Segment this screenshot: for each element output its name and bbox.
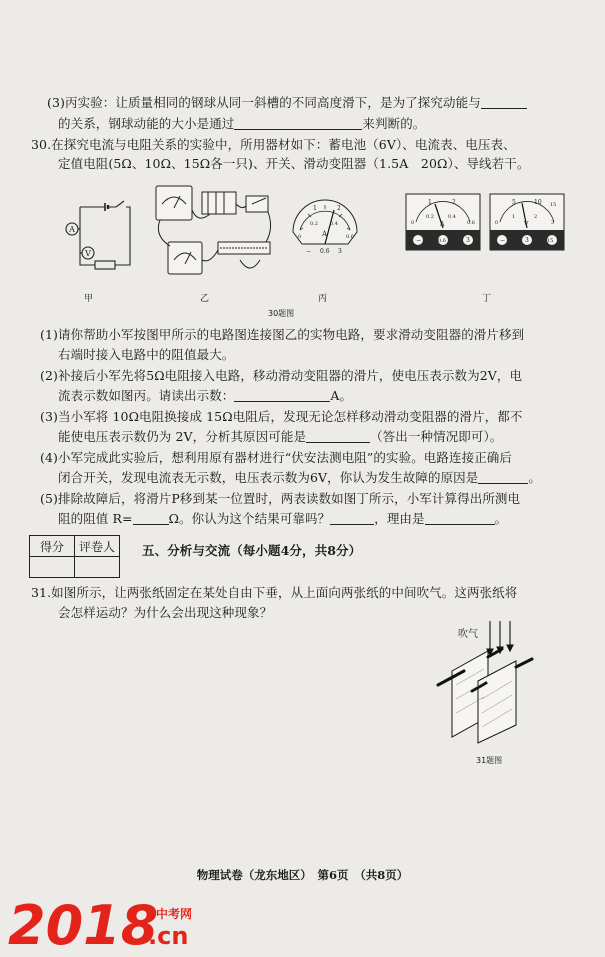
terminal-label: 0.6: [320, 248, 330, 255]
meter-tick-label: 5: [512, 199, 516, 206]
q30-3-text: 能使电压表示数仍为 2V，分析其原因可能是: [58, 429, 307, 444]
q30-1-line1: (1)请你帮助小军按图甲所示的电路图连接图乙的实物电路，要求滑动变阻器的滑片移到: [40, 327, 525, 342]
terminal-label: −: [416, 237, 422, 244]
terminal-label: 0.6: [438, 238, 446, 244]
terminal-label: 3: [338, 248, 342, 255]
meter-tick-label: 0.4: [330, 221, 338, 227]
circuit-diagram-jia: [60, 195, 140, 275]
meter-tick-label: 0.4: [448, 214, 456, 220]
figure-label-bing: 丙: [318, 294, 328, 304]
figure-label-yi: 乙: [200, 294, 210, 304]
voltmeter-symbol-label: V: [85, 249, 91, 258]
meter-tick-label: 1: [512, 214, 516, 220]
logo-tag: 中考网: [156, 907, 193, 921]
terminal-label: 3: [525, 237, 529, 244]
q30-3-line1: (3)当小军将 10Ω电阻换接成 15Ω电阻后，发现无论怎样移动滑动变阻器的滑片，都不: [40, 409, 523, 424]
meter-tick-label: 0: [411, 220, 415, 226]
ammeter-bing: [288, 192, 362, 258]
answer-blank[interactable]: [425, 512, 495, 525]
q30-4-text: 闭合开关，发现电流表无示数，电压表示数为6V，你认为发生故障的原因是: [58, 470, 479, 485]
meter-tick-label: 2: [452, 199, 456, 206]
meter-tick-label: 0.6: [346, 234, 354, 240]
q31-line1: 31.如图所示，让两张纸固定在某处自由下垂，从上面向两张纸的中间吹气。这两张纸将: [31, 585, 518, 600]
answer-blank[interactable]: [234, 117, 362, 130]
score-box: [29, 535, 120, 578]
terminal-label: −: [500, 237, 506, 244]
q30-5-line1: (5)排除故障后，将滑片P移到某一位置时，两表读数如图丁所示，小军计算得出所测电: [40, 491, 521, 506]
answer-blank[interactable]: [330, 512, 374, 525]
q30-2-line2: [58, 388, 352, 404]
q29-3-text1: (3)丙实验：让质量相同的钢球从同一斜槽的不同高度滑下，是为了探究动能与: [47, 95, 481, 110]
q30-5-text3: ，理由是: [374, 511, 425, 526]
meter-tick-label: 10: [534, 199, 542, 206]
battery-pack: [202, 192, 236, 214]
logo-domain: .cn: [148, 922, 189, 950]
answer-blank[interactable]: [133, 512, 169, 525]
page-footer: 物理试卷（龙东地区） 第6页 （共8页）: [196, 868, 409, 882]
site-logo-watermark: [8, 892, 228, 952]
q30-3-line2: [58, 429, 502, 445]
q30-4-tail: 。: [528, 470, 541, 485]
q30-5-text1: 阻的阻值 R=: [58, 511, 133, 526]
section-5-title: 五、分析与交流（每小题4分，共8分）: [142, 543, 362, 558]
meter-unit-label: V: [524, 221, 529, 228]
q30-1-line2: 右端时接入电路中的阻值最大。: [58, 347, 235, 362]
meter-tick-label: 15: [550, 202, 557, 208]
q30-2-unit: A。: [330, 388, 353, 403]
meter-unit-label: A: [322, 230, 328, 238]
q30-2-line1: (2)补接后小军先将5Ω电阻接入电路，移动滑动变阻器的滑片，使电压表示数为2V，电: [40, 368, 523, 383]
grader-cell[interactable]: [75, 557, 120, 578]
meter-tick-label: 1: [313, 205, 317, 212]
voltmeter-device: [168, 242, 202, 274]
q31-line2: 会怎样运动？为什么会出现这种现象？: [58, 605, 273, 620]
meter-tick-label: 0: [298, 234, 302, 240]
q29-3-line1: [47, 95, 527, 111]
paper-blow-figure-31: [428, 615, 548, 745]
physical-circuit-yi: [150, 180, 280, 290]
q29-3-text3: 来判断的。: [362, 116, 426, 131]
answer-blank[interactable]: [478, 471, 528, 484]
meter-tick-label: 2: [534, 214, 538, 220]
q30-5-line2: [58, 511, 507, 527]
ammeter-device: [156, 186, 192, 220]
logo-year: 2018: [8, 894, 159, 952]
q30-4-line1: (4)小军完成此实验后，想利用原有器材进行“伏安法测电阻”的实验。电路连接正确后: [40, 450, 512, 465]
ammeter-symbol-label: A: [69, 225, 75, 234]
score-cell[interactable]: [30, 557, 75, 578]
q30-3-tail: （答出一种情况即可）。: [370, 429, 503, 444]
answer-blank[interactable]: [306, 430, 370, 443]
q29-3-line2: [58, 116, 425, 132]
q29-3-text2: 的关系，钢球动能的大小是通过: [58, 116, 235, 131]
grader-label: 评卷人: [75, 536, 120, 557]
figure-label-jia: 甲: [84, 294, 94, 304]
meter-tick-label: 0: [495, 220, 499, 226]
q30-5-text2: Ω。你认为这个结果可靠吗？: [168, 511, 331, 526]
figure-caption-30: 30题图: [268, 309, 295, 318]
ammeter-ding: [404, 192, 482, 252]
q30-intro-line1: 30.在探究电流与电阻关系的实验中，所用器材如下：蓄电池（6V）、电流表、电压表、: [31, 137, 516, 152]
meter-tick-label: 3: [551, 220, 555, 226]
blow-label: 吹气: [458, 629, 478, 640]
answer-blank[interactable]: [481, 96, 527, 109]
voltmeter-ding: [488, 192, 566, 252]
meter-tick-label: 0.6: [467, 220, 475, 226]
terminal-label: 15: [547, 238, 554, 244]
q30-5-tail: 。: [494, 511, 508, 526]
q30-intro-line2: 定值电阻(5Ω、10Ω、15Ω各一只)、开关、滑动变阻器（1.5A 20Ω）、导线若干。: [58, 156, 530, 171]
terminal-label: 3: [466, 237, 470, 244]
meter-tick-label: 0.2: [310, 221, 318, 227]
q30-2-text: 流表示数如图丙。请读出示数：: [58, 388, 235, 403]
figure-caption-31: 31题图: [476, 756, 503, 765]
figure-label-ding: 丁: [482, 294, 492, 304]
answer-blank[interactable]: [234, 389, 330, 402]
meter-tick-label: 2: [337, 205, 341, 212]
terminal-label: −: [306, 248, 312, 255]
meter-unit-label: A: [440, 221, 445, 228]
meter-tick-label: 0.2: [426, 214, 434, 220]
q30-4-line2: [58, 470, 541, 486]
score-label: 得分: [30, 536, 75, 557]
meter-tick-label: 1: [428, 199, 432, 206]
